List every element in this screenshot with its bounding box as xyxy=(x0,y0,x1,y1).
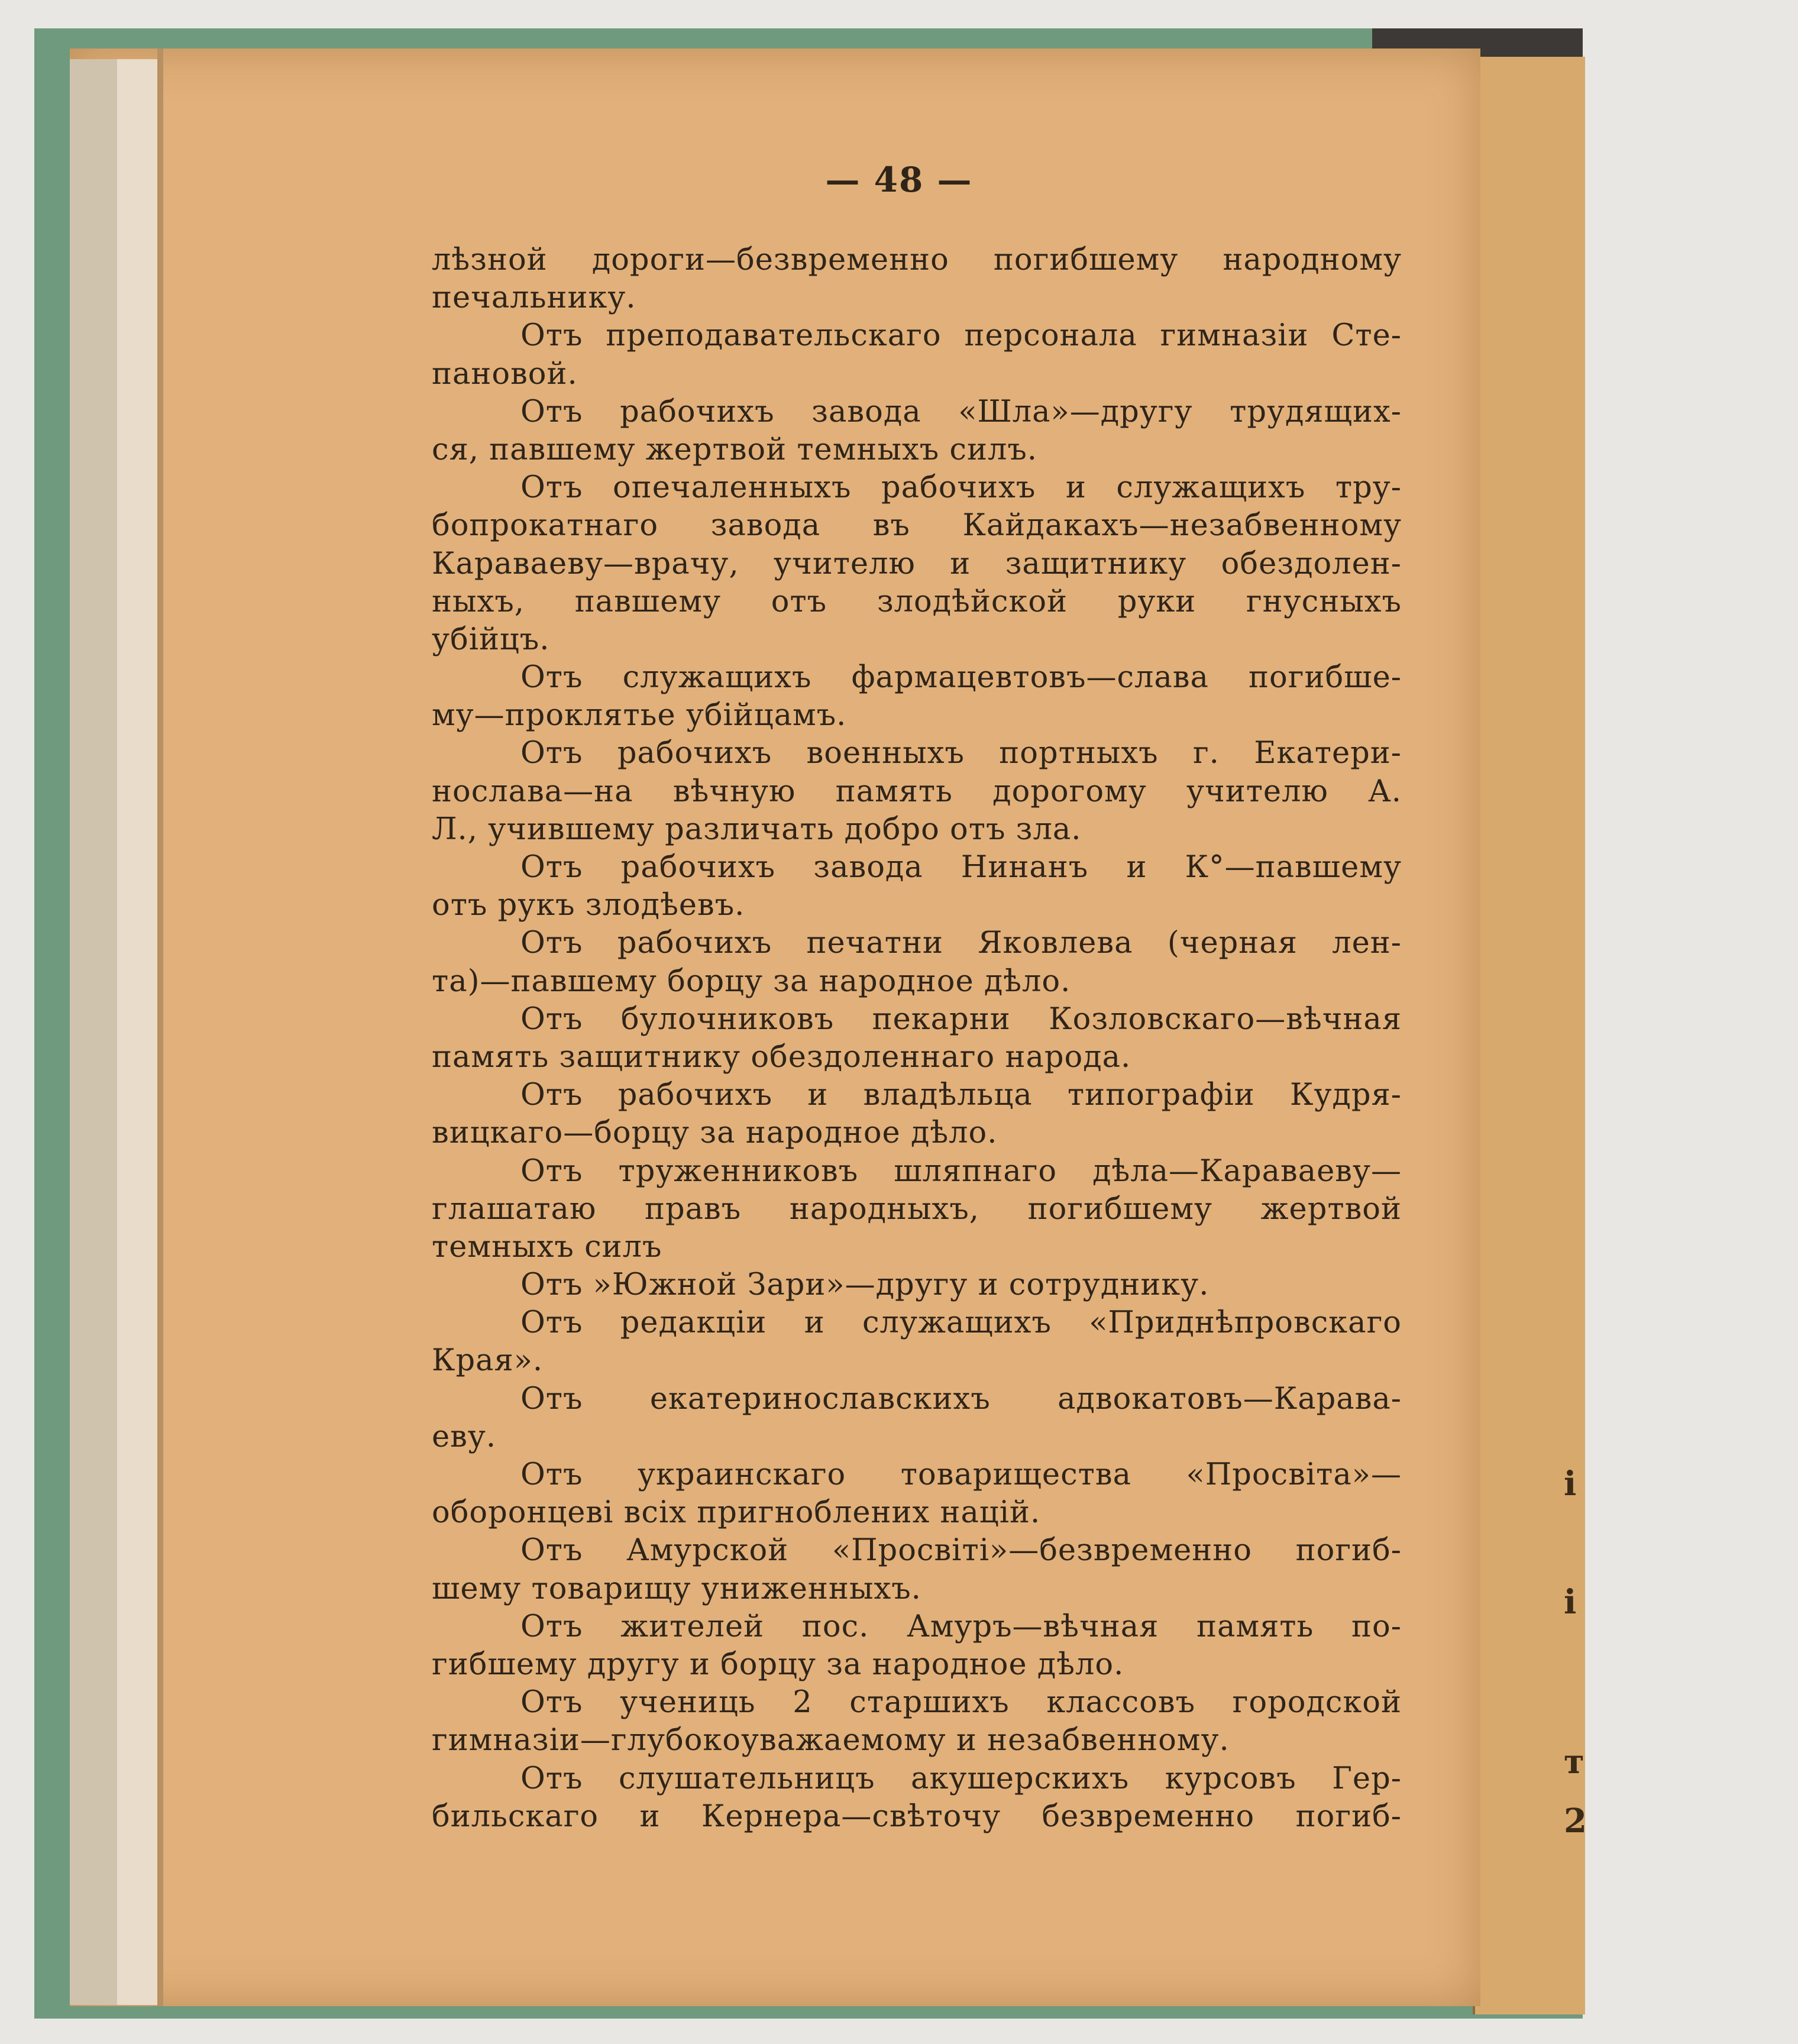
text-line: Отъ труженниковъ шляпнаго дѣла—Караваеву— xyxy=(520,1153,1402,1189)
text-line: Отъ екатеринославскихъ адвокатовъ—Карава- xyxy=(520,1381,1402,1416)
text-line: Отъ рабочихъ и владѣльца типографіи Кудря- xyxy=(520,1078,1402,1113)
next-page-fragment: т xyxy=(1564,1742,1584,1781)
text-line: Караваеву—врачу, учителю и защитнику обездолен- xyxy=(432,546,1402,581)
binding-strip xyxy=(70,59,117,2005)
next-page-fragment: і xyxy=(1564,1464,1577,1503)
text-line: Отъ слушательницъ акушерскихъ курсовъ Гер- xyxy=(520,1761,1402,1796)
text-line: му—проклятье убійцамъ. xyxy=(432,698,847,733)
text-line: отъ рукъ злодѣевъ. xyxy=(432,888,745,923)
binding-paper-strip xyxy=(117,59,159,2005)
text-line: оборонцеві всіх пригноблених націй. xyxy=(432,1495,1041,1531)
text-line: ныхъ, павшему отъ злодѣйской руки гнусныхъ xyxy=(432,584,1402,619)
text-line: Отъ Амурской «Просвіті»—безвременно погиб- xyxy=(520,1533,1402,1568)
text-line: печальнику. xyxy=(432,280,636,316)
text-line: Отъ булочниковъ пекарни Козловскаго—вѣчная xyxy=(520,1001,1402,1037)
text-line: гимназіи—глубокоуважаемому и незабвенному. xyxy=(432,1723,1230,1758)
text-line: бильскаго и Кернера—свѣточу безвременно погиб- xyxy=(432,1799,1402,1834)
next-page-edge xyxy=(1473,57,1585,2014)
text-line: Отъ рабочихъ печатни Яковлева (черная лен- xyxy=(520,926,1402,961)
page-gutter xyxy=(157,48,163,2006)
page-number: — 48 — xyxy=(825,160,973,200)
text-line: Края». xyxy=(432,1343,544,1379)
text-line: еву. xyxy=(432,1419,497,1454)
text-line: бопрокатнаго завода въ Кайдакахъ—незабвенному xyxy=(432,508,1402,544)
text-line: Отъ рабочихъ завода Нинанъ и К°—павшему xyxy=(520,850,1402,885)
text-line: Отъ рабочихъ военныхъ портныхъ г. Екатери- xyxy=(520,736,1402,771)
text-line: Отъ жителей пос. Амуръ—вѣчная память по- xyxy=(520,1609,1402,1644)
text-line: та)—павшему борцу за народное дѣло. xyxy=(432,963,1071,999)
text-line: Отъ преподавательскаго персонала гимназіи Сте- xyxy=(520,318,1402,354)
text-line: убійцъ. xyxy=(432,622,550,657)
text-line: гибшему другу и борцу за народное дѣло. xyxy=(432,1647,1124,1682)
text-line: темныхъ силъ xyxy=(432,1229,662,1264)
text-line: Отъ украинскаго товарищества «Просвіта»— xyxy=(520,1457,1402,1492)
text-line: ся, павшему жертвой темныхъ силъ. xyxy=(432,432,1038,467)
text-line: лѣзной дороги—безвременно погибшему народному xyxy=(432,242,1402,277)
text-line: память защитнику обездоленнаго народа. xyxy=(432,1039,1131,1075)
page-text-block xyxy=(432,241,1402,1836)
text-line: Отъ рабочихъ завода «Шла»—другу трудящих- xyxy=(520,394,1402,429)
text-line: Отъ опечаленныхъ рабочихъ и служащихъ тру- xyxy=(520,470,1402,506)
text-line: глашатаю правъ народныхъ, погибшему жертвой xyxy=(432,1191,1402,1227)
text-line: Отъ служащихъ фармацевтовъ—слава погибше- xyxy=(520,660,1402,696)
next-page-fragment: і xyxy=(1564,1583,1577,1622)
text-line: Л., учившему различать добро отъ зла. xyxy=(432,811,1082,847)
text-line: Отъ редакціи и служащихъ «Приднѣпровскаго xyxy=(520,1305,1402,1341)
text-line: шему товарищу униженныхъ. xyxy=(432,1571,921,1606)
text-line: вицкаго—борцу за народное дѣло. xyxy=(432,1115,998,1151)
text-line: Отъ »Южной Зари»—другу и сотруднику. xyxy=(520,1267,1210,1303)
next-page-fragment: 2 xyxy=(1564,1802,1587,1841)
text-line: пановой. xyxy=(432,356,578,392)
text-line: Отъ учениць 2 старшихъ классовъ городской xyxy=(520,1685,1402,1720)
text-line: нослава—на вѣчную память дорогому учителю А. xyxy=(432,774,1402,809)
